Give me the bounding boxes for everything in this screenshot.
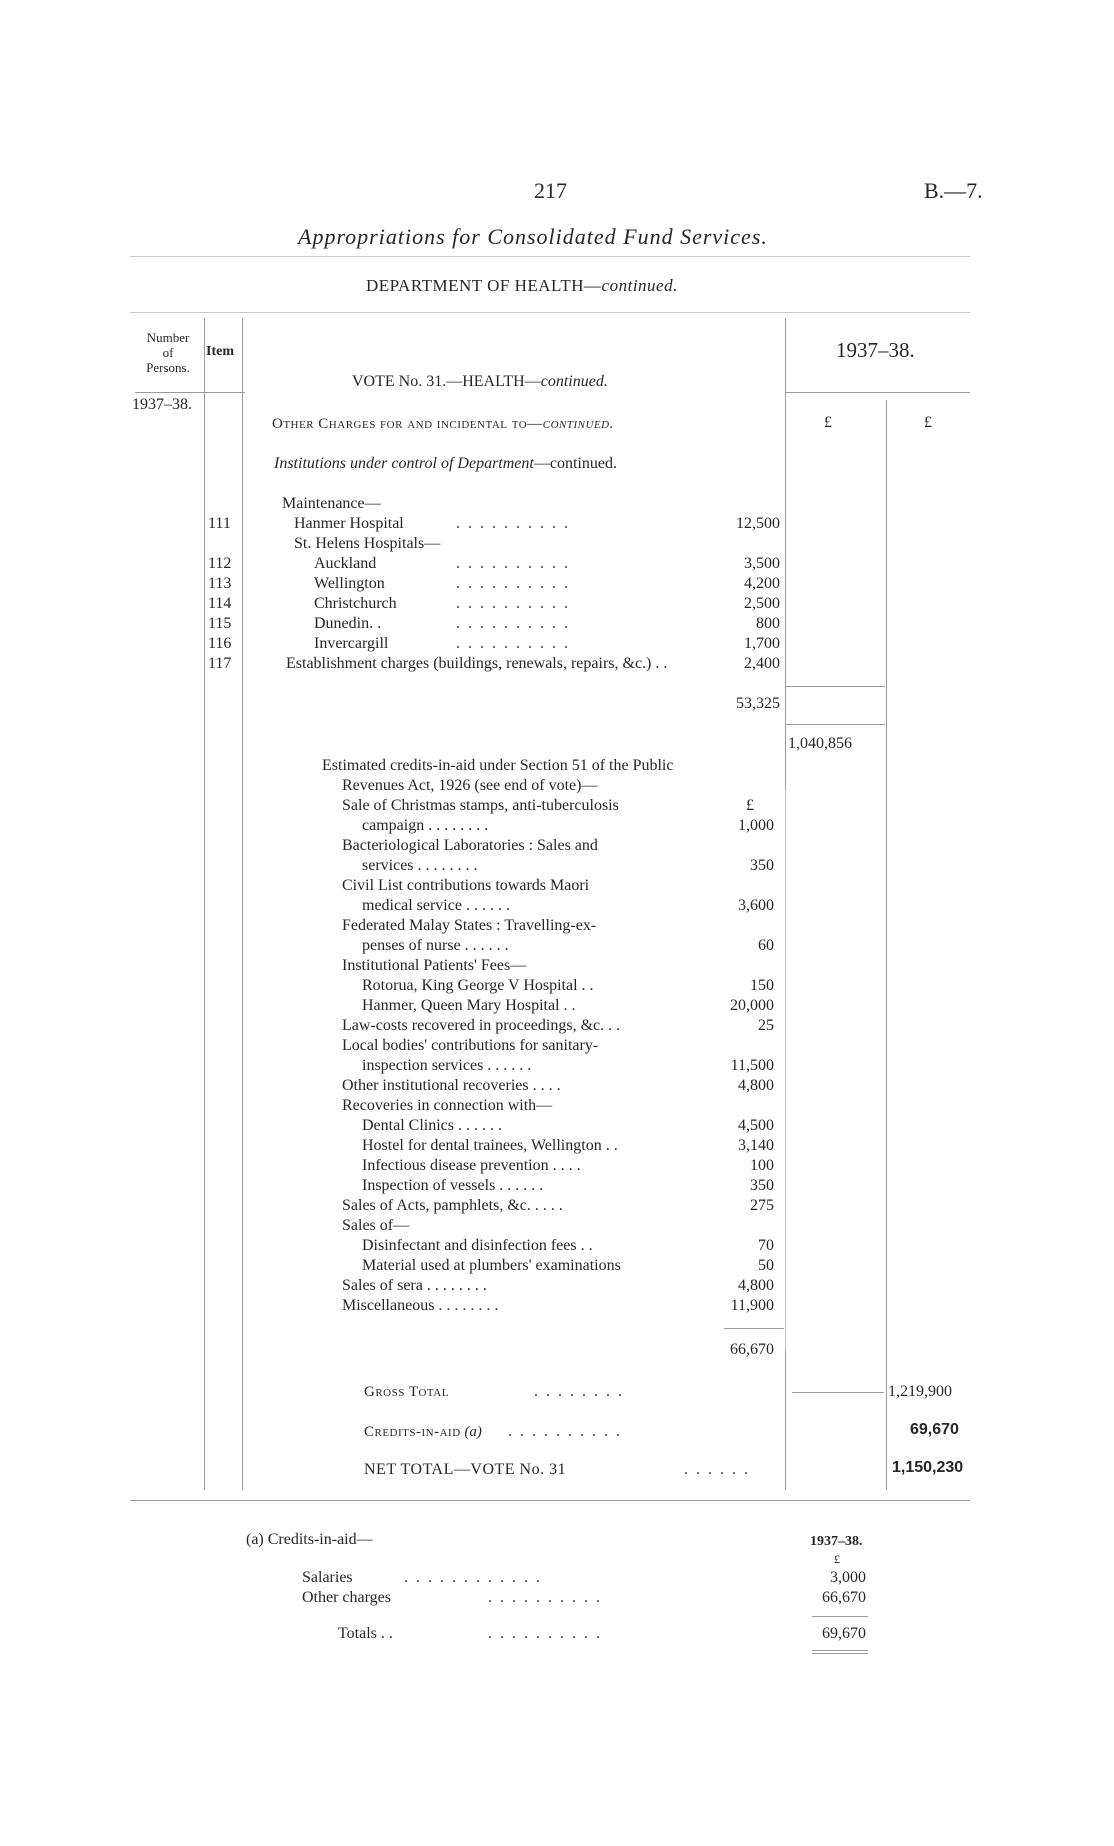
leader-dots: . . . . . . . . . . bbox=[456, 595, 570, 612]
credit-line: inspection services . . . . . . bbox=[362, 1057, 532, 1074]
credit-amount: 25 bbox=[758, 1017, 774, 1034]
page-number: 217 bbox=[534, 178, 567, 203]
net-total-value: 1,150,230 bbox=[892, 1459, 964, 1476]
leader-dots: . . . . . . . . . . . . bbox=[404, 1569, 542, 1586]
footnote-total-amount: 69,670 bbox=[822, 1625, 866, 1642]
line-amount: 3,500 bbox=[744, 555, 780, 572]
leader-dots: . . . . . . . . . . bbox=[456, 615, 570, 632]
leader-dots: . . . . . . . . bbox=[534, 1383, 624, 1400]
footnote-year: 1937–38. bbox=[810, 1534, 863, 1549]
credit-amount: 275 bbox=[750, 1197, 774, 1214]
line-amount: 12,500 bbox=[736, 515, 780, 532]
item-column-header: Item bbox=[206, 344, 234, 359]
line-label: St. Helens Hospitals— bbox=[294, 535, 441, 552]
section-heading: Other Charges for and incidental to—continued. bbox=[272, 416, 614, 432]
credit-line: Material used at plumbers' examinations bbox=[362, 1257, 621, 1274]
subsection-heading: Institutions under control of Department—continued. bbox=[274, 455, 617, 472]
credit-line: Civil List contributions towards Maori bbox=[342, 877, 590, 894]
leader-dots: . . . . . . . . . . bbox=[488, 1589, 602, 1606]
credits-in-aid-label: Credits-in-aid (a) bbox=[364, 1424, 482, 1440]
footnote-row-label: Other charges bbox=[302, 1589, 391, 1606]
pound-sign: £ bbox=[834, 1552, 840, 1566]
leader-dots: . . . . . . . . . . bbox=[456, 635, 570, 652]
line-label: Dunedin. . bbox=[314, 615, 382, 632]
footnote-row-amount: 66,670 bbox=[822, 1589, 866, 1606]
credit-amount: 60 bbox=[758, 937, 774, 954]
line-amount: 4,200 bbox=[744, 575, 780, 592]
credit-line: Sale of Christmas stamps, anti-tuberculosis bbox=[342, 797, 619, 814]
leader-dots: . . . . . . . . . . bbox=[456, 555, 570, 572]
pound-sign: £ bbox=[824, 414, 832, 431]
credit-amount: 4,500 bbox=[738, 1117, 774, 1134]
credit-line: medical service . . . . . . bbox=[362, 897, 510, 914]
credit-line: Disinfectant and disinfection fees . . bbox=[362, 1237, 593, 1254]
credits-heading: Estimated credits-in-aid under Section 51 of the Public bbox=[322, 757, 674, 774]
credit-line: Sales of sera . . . . . . . . bbox=[342, 1277, 487, 1294]
credit-amount: 4,800 bbox=[738, 1277, 774, 1294]
leader-dots: . . . . . . bbox=[684, 1461, 750, 1478]
leader-dots: . . . . . . . . . . bbox=[488, 1625, 602, 1642]
credit-line: Dental Clinics . . . . . . bbox=[362, 1117, 502, 1134]
credit-amount: 150 bbox=[750, 977, 774, 994]
credit-amount: 20,000 bbox=[730, 997, 774, 1014]
credit-amount: 350 bbox=[750, 857, 774, 874]
line-label: Hanmer Hospital bbox=[294, 515, 404, 532]
footnote-label: (a) Credits-in-aid— bbox=[246, 1531, 373, 1548]
credit-line: Hostel for dental trainees, Wellington . . bbox=[362, 1137, 618, 1154]
line-amount: 2,400 bbox=[744, 655, 780, 672]
line-amount: 800 bbox=[756, 615, 780, 632]
department-heading: DEPARTMENT OF HEALTH—continued. bbox=[366, 276, 678, 295]
credit-line: penses of nurse . . . . . . bbox=[362, 937, 509, 954]
pound-sign: £ bbox=[924, 414, 932, 431]
credit-amount: 3,140 bbox=[738, 1137, 774, 1154]
line-amount: 2,500 bbox=[744, 595, 780, 612]
footnote-row-label: Salaries bbox=[302, 1569, 353, 1586]
credit-line: Bacteriological Laboratories : Sales and bbox=[342, 837, 598, 854]
page-title: Appropriations for Consolidated Fund Services. bbox=[298, 224, 768, 249]
carried-total: 1,040,856 bbox=[788, 735, 852, 752]
credits-in-aid-value: 69,670 bbox=[910, 1421, 959, 1438]
credit-line: services . . . . . . . . bbox=[362, 857, 478, 874]
footnote-row-amount: 3,000 bbox=[830, 1569, 866, 1586]
credit-line: Institutional Patients' Fees— bbox=[342, 957, 527, 974]
credit-line: campaign . . . . . . . . bbox=[362, 817, 489, 834]
credit-amount: 4,800 bbox=[738, 1077, 774, 1094]
credit-line: Sales of— bbox=[342, 1217, 410, 1234]
leader-dots: . . . . . . . . . . bbox=[456, 575, 570, 592]
credit-amount: 100 bbox=[750, 1157, 774, 1174]
credit-line: Hanmer, Queen Mary Hospital . . bbox=[362, 997, 576, 1014]
footnote-total-label: Totals . . bbox=[338, 1625, 393, 1642]
credit-line: Miscellaneous . . . . . . . . bbox=[342, 1297, 499, 1314]
gross-total-value: 1,219,900 bbox=[888, 1383, 952, 1400]
credits-heading: Revenues Act, 1926 (see end of vote)— bbox=[342, 777, 598, 794]
line-label: Establishment charges (buildings, renewals, repairs, &c.) . . bbox=[286, 655, 668, 672]
credit-amount: 350 bbox=[750, 1177, 774, 1194]
persons-column-header: Number of Persons. bbox=[146, 330, 190, 375]
item-number: 115 bbox=[208, 615, 232, 632]
credit-line: Local bodies' contributions for sanitary- bbox=[342, 1037, 599, 1054]
line-label: Invercargill bbox=[314, 635, 389, 652]
credit-amount: 50 bbox=[758, 1257, 774, 1274]
net-total-label: NET TOTAL—VOTE No. 31 bbox=[364, 1461, 567, 1478]
item-number: 111 bbox=[208, 515, 231, 532]
item-number: 114 bbox=[208, 595, 232, 612]
persons-year: 1937–38. bbox=[132, 396, 192, 413]
item-number: 117 bbox=[208, 655, 232, 672]
credit-line: Sales of Acts, pamphlets, &c. . . . . bbox=[342, 1197, 563, 1214]
credit-amount: 1,000 bbox=[738, 817, 774, 834]
credit-amount: 3,600 bbox=[738, 897, 774, 914]
credit-line: Infectious disease prevention . . . . bbox=[362, 1157, 581, 1174]
credit-amount: 11,900 bbox=[730, 1297, 774, 1314]
maintenance-subtotal: 53,325 bbox=[736, 695, 780, 712]
leader-dots: . . . . . . . . . . bbox=[508, 1423, 622, 1440]
pound-sign: £ bbox=[746, 797, 754, 814]
year-column-header: 1937–38. bbox=[836, 338, 915, 362]
credit-line: Law-costs recovered in proceedings, &c. . . bbox=[342, 1017, 621, 1034]
line-label: Christchurch bbox=[314, 595, 397, 612]
credit-amount: 11,500 bbox=[730, 1057, 774, 1074]
credit-line: Other institutional recoveries . . . . bbox=[342, 1077, 561, 1094]
line-label: Wellington bbox=[314, 575, 385, 592]
credit-line: Federated Malay States : Travelling-ex- bbox=[342, 917, 597, 934]
leader-dots: . . . . . . . . . . bbox=[456, 515, 570, 532]
item-number: 113 bbox=[208, 575, 232, 592]
credit-line: Recoveries in connection with— bbox=[342, 1097, 553, 1114]
line-amount: 1,700 bbox=[744, 635, 780, 652]
credit-line: Rotorua, King George V Hospital . . bbox=[362, 977, 594, 994]
maintenance-label: Maintenance— bbox=[282, 495, 381, 512]
credit-line: Inspection of vessels . . . . . . bbox=[362, 1177, 544, 1194]
credit-amount: 70 bbox=[758, 1237, 774, 1254]
vote-title: VOTE No. 31.—HEALTH—continued. bbox=[352, 373, 608, 390]
item-number: 116 bbox=[208, 635, 232, 652]
item-number: 112 bbox=[208, 555, 232, 572]
credits-total: 66,670 bbox=[730, 1341, 774, 1358]
report-code: B.—7. bbox=[924, 178, 983, 203]
line-label: Auckland bbox=[314, 555, 377, 572]
gross-total-label: Gross Total bbox=[364, 1384, 449, 1400]
